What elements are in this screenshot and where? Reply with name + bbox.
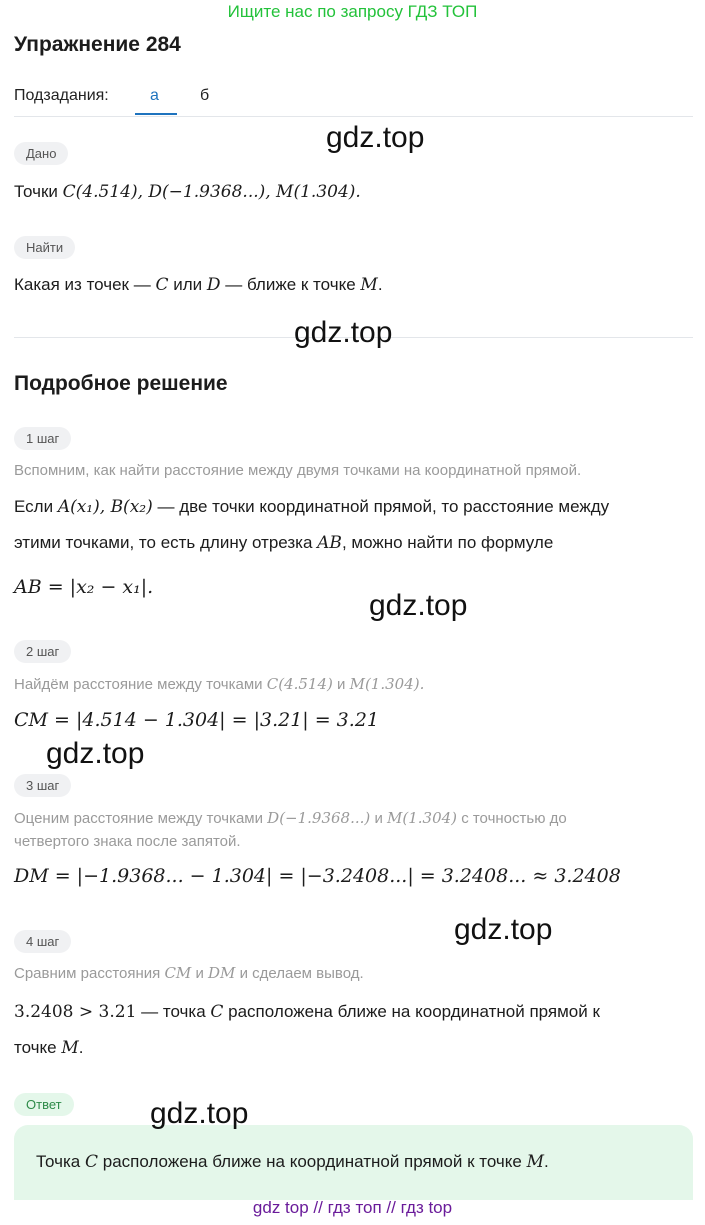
watermark: gdz.top bbox=[150, 1097, 249, 1130]
watermark: gdz.top bbox=[46, 737, 145, 770]
watermark: gdz.top bbox=[326, 121, 425, 154]
step-text-line bbox=[14, 994, 600, 1030]
tab-subtask-a[interactable]: а bbox=[150, 87, 159, 104]
step-hint-text: Найдём расстояние между точками bbox=[14, 676, 263, 693]
step-math: 3.2408 > 3.21 bbox=[14, 1002, 137, 1022]
find-point-c: C bbox=[155, 275, 169, 295]
find-text-1: Какая из точек — bbox=[14, 275, 151, 294]
step-hint bbox=[14, 960, 364, 987]
answer-text-part: . bbox=[544, 1152, 549, 1171]
watermark: gdz.top bbox=[454, 913, 553, 946]
step-text: этими точками, то есть длину отрезка bbox=[14, 533, 313, 552]
step-pill: 3 шаг bbox=[14, 774, 71, 797]
find-pill: Найти bbox=[14, 236, 75, 259]
step-hint-text: и сделаем вывод. bbox=[239, 965, 364, 982]
watermark: gdz.top bbox=[369, 589, 468, 622]
step-hint-text: и bbox=[195, 965, 204, 982]
step-hint-math: M(1.304) bbox=[387, 809, 458, 827]
find-text-3: — ближе к точке bbox=[225, 275, 356, 294]
answer-math: C bbox=[85, 1152, 99, 1172]
step-hint bbox=[14, 671, 424, 698]
step-hint-math: DM bbox=[208, 964, 236, 982]
answer-text-part: расположена ближе на координатной прямой к точке bbox=[102, 1152, 522, 1171]
step-formula: AB = |x₂ − x₁|. bbox=[14, 576, 154, 598]
step-3 bbox=[14, 774, 71, 797]
step-hint-text: с точностью до bbox=[461, 810, 567, 827]
tab-subtask-b[interactable]: б bbox=[200, 87, 210, 104]
solution-heading: Подробное решение bbox=[14, 372, 228, 395]
step-text: расположена ближе на координатной прямой к bbox=[228, 1002, 600, 1021]
given-prefix: Точки bbox=[14, 182, 58, 201]
step-formula: DM = |−1.9368... − 1.304| = |−3.2408...| = 3.2408... ≈ 3.2408 bbox=[14, 865, 621, 887]
step-pill: 2 шаг bbox=[14, 640, 71, 663]
step-text-line bbox=[14, 525, 553, 561]
step-formula: CM = |4.514 − 1.304| = |3.21| = 3.21 bbox=[14, 709, 379, 731]
step-hint: Вспомним, как найти расстояние между двумя точками на координатной прямой. bbox=[14, 462, 582, 479]
promo-banner[interactable]: Ищите нас по запросу ГДЗ ТОП bbox=[227, 2, 478, 21]
step-pill: 1 шаг bbox=[14, 427, 71, 450]
find-point-d: D bbox=[206, 275, 221, 295]
step-math: AB bbox=[317, 533, 342, 553]
divider bbox=[14, 116, 693, 117]
find-point-m: M bbox=[360, 275, 378, 295]
step-text: точке bbox=[14, 1038, 57, 1057]
step-text: . bbox=[78, 1038, 84, 1057]
step-text: — точка bbox=[141, 1002, 206, 1021]
step-text-line bbox=[14, 1030, 84, 1066]
answer-text-part: Точка bbox=[36, 1152, 81, 1171]
watermark: gdz.top bbox=[294, 316, 393, 349]
answer-section bbox=[14, 1093, 74, 1116]
step-pill: 4 шаг bbox=[14, 930, 71, 953]
find-text bbox=[14, 267, 383, 303]
step-text: Если bbox=[14, 497, 54, 516]
given-section bbox=[14, 142, 68, 165]
step-math: C bbox=[210, 1002, 224, 1022]
step-hint-text: и bbox=[374, 810, 383, 827]
find-text-4: . bbox=[377, 275, 383, 294]
step-hint-math: D(−1.9368...) bbox=[267, 809, 371, 827]
given-text bbox=[14, 174, 361, 210]
step-4 bbox=[14, 930, 71, 953]
find-section bbox=[14, 236, 75, 259]
subtasks-label: Подзадания: bbox=[14, 87, 109, 104]
step-hint-math: CM bbox=[164, 964, 192, 982]
step-hint-text: Оценим расстояние между точками bbox=[14, 810, 263, 827]
step-hint-math: C(4.514) bbox=[266, 675, 333, 693]
step-hint-math: M(1.304). bbox=[349, 675, 425, 693]
active-tab-indicator bbox=[135, 113, 177, 115]
step-math: A(x₁), B(x₂) bbox=[57, 497, 153, 517]
step-text-line bbox=[14, 489, 609, 525]
footer-links[interactable]: gdz top // гдз топ // гдз top bbox=[252, 1198, 453, 1217]
answer-text bbox=[36, 1152, 549, 1172]
answer-math: M bbox=[526, 1152, 545, 1172]
step-hint: четвертого знака после запятой. bbox=[14, 833, 241, 850]
step-text: — две точки координатной прямой, то расстояние между bbox=[157, 497, 610, 516]
step-math: M bbox=[61, 1038, 79, 1058]
step-hint-text: Сравним расстояния bbox=[14, 965, 161, 982]
given-pill: Дано bbox=[14, 142, 68, 165]
step-hint bbox=[14, 805, 567, 832]
answer-pill: Ответ bbox=[14, 1093, 74, 1116]
page-title: Упражнение 284 bbox=[14, 33, 181, 56]
step-2 bbox=[14, 640, 71, 663]
step-hint-text: и bbox=[337, 676, 346, 693]
step-1 bbox=[14, 427, 71, 450]
given-points: C(4.514), D(−1.9368...), M(1.304). bbox=[62, 182, 361, 202]
step-text: , можно найти по формуле bbox=[341, 533, 554, 552]
find-text-2: или bbox=[173, 275, 203, 294]
